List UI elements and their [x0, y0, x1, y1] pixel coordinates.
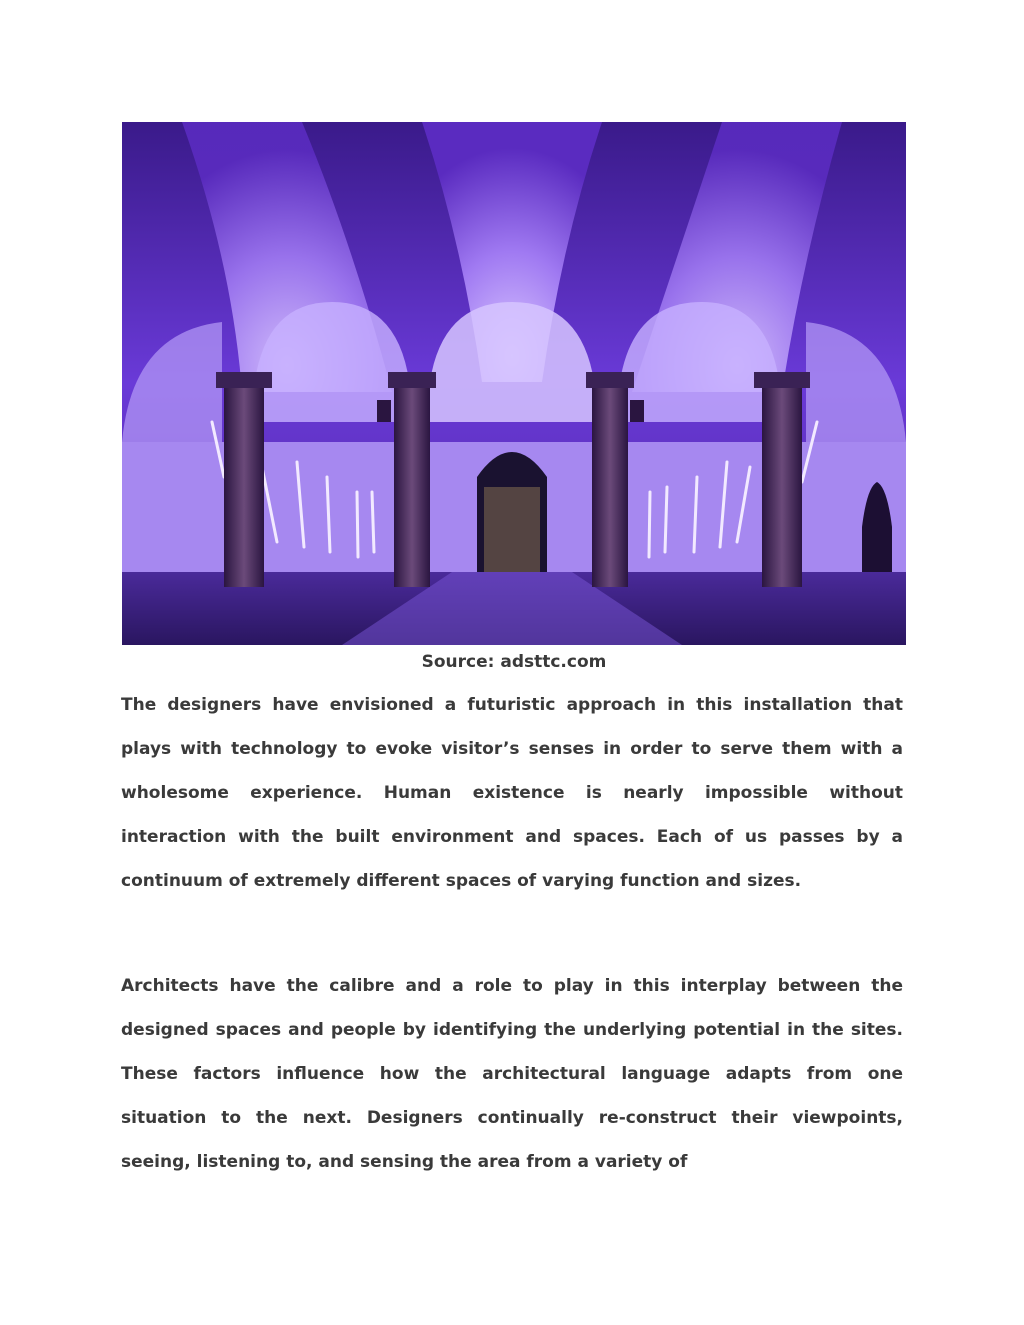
- body-paragraph-1: The designers have envisioned a futuristic approach in this installation that plays with technology to evoke visitor’s senses in order to serve them with a wholesome experience. Human existence is nearly impossible without interaction with the built environment and spaces. Each of us passes by a continuum of extremely different spaces of varying function and sizes.: [121, 695, 903, 891]
- photo-caption: Source: adsttc.com: [421, 652, 607, 672]
- body-paragraph-2: Architects have the calibre and a role to play in this interplay between the designed spaces and people by identifying the underlying potential in the sites. These factors influence how the architectural language adapts from one situation to the next. Designers continually re-construct their viewpoints, seeing, listening to, and sensing the area from a variety of: [121, 976, 903, 1172]
- installation-photo: [122, 122, 906, 645]
